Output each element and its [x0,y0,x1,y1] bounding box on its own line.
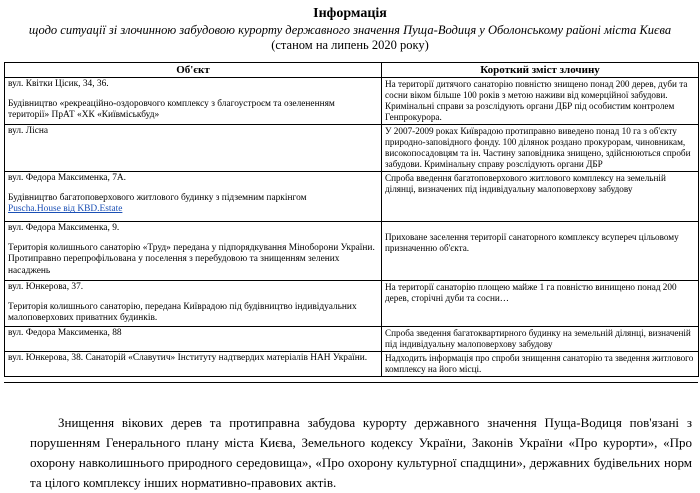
object-cell [5,125,382,172]
table-row [5,125,699,172]
object-cell [5,281,382,327]
summary-cell: У 2007-2009 роках Київрадою протиправно виведено понад 10 га з об'єкту природно-заповідного фонду. 100 ділянок роздано прокурорам, чиновникам, високопосадовцям та ін. Частину заповідника знищено, здійснюються спроби забудови. Кримінальну справу розслідують органи ДБР [382,125,699,172]
object-cell [5,78,382,125]
summary-cell: Спроба введення багатоповерхового житлового комплексу на земельній ділянці, визначених під індивідуальну малоповерхову забудову [382,172,699,222]
object-cell [5,222,382,281]
object-details: Територія колишнього санаторію «Труд» передана у підпорядкування Міноборони України. Протиправно перепрофільована у поселення з перебудовою та знищенням зелених насаджень [8,243,375,276]
object-cell [5,326,382,351]
object-address: вул. Федора Максименка, 7А. [8,173,127,183]
document-header [0,5,700,53]
summary-cell [382,222,699,281]
table-row [5,222,699,281]
project-link[interactable]: Puscha.House від KBD.Estate [8,204,123,215]
object-address: вул. Юнкерова, 37. [8,282,84,292]
object-cell [5,172,382,222]
table-row [5,326,699,351]
summary-text: Приховане заселення території санаторного комплексу всупереч цільовому призначенню об'єкта. [385,232,679,253]
summary-cell: На території санаторію площею майже 1 га повністю винищено понад 200 дерев, сторічні дуби та сосни… [382,281,699,327]
column-header-summary: Короткий зміст злочину [382,63,699,78]
column-header-object: Об'єкт [5,63,382,78]
table-row [5,78,699,125]
table-header-row [5,63,699,78]
conclusion-paragraph: Знищення вікових дерев та протиправна забудова курорту державного значення Пуща-Водиця пов'язані з порушенням Генерального плану міста Києва, Земельного кодексу України, Законів України «Про курорти», «Про охорону навколишнього природного середовища», «Про охорону культурної спадщини», державних будівельних норм та цілого комплексу інших нормативно-правових актів. [30,415,692,490]
summary-cell: Спроба зведення багатоквартирного будинку на земельній ділянці, визначеній під індивідуальну малоповерхову забудову [382,326,699,351]
table-row [5,172,699,222]
table-row [5,281,699,327]
object-address: вул. Федора Максименка, 88 [8,327,122,338]
object-address: вул. Квітки Цісик, 34, 36. [8,79,109,89]
summary-cell: На території дитячого санаторію повністю знищено понад 200 дерев, дуби та сосни віком більше 100 років з метою наживи від комерційної забудови. Кримінальні справи за розслідують органи ДБР під особистим контролем Генпрокурора. [382,78,699,125]
table-row [5,351,699,376]
object-address: вул. Лісна [8,126,49,136]
object-details: Територія колишнього санаторію, передана Київрадою під будівництво індивідуальних малоповерхових приватних будинків. [8,302,357,324]
summary-cell: Надходить інформація про спроби знищення санаторію та зведення житлового комплексу на його місці. [382,351,699,376]
incident-table [4,62,699,377]
object-address: вул. Федора Максименка, 9. [8,223,120,233]
object-address: вул. Юнкерова, 38. Санаторій «Славутич» Інституту надтвердих матеріалів НАН України. [8,352,368,363]
document-subtitle: щодо ситуації зі злочинною забудовою курорту державного значення Пуща-Водиця у Оболонському районі міста Києва [28,23,672,37]
document-title: Інформація [313,6,387,21]
object-details: Будівництво «рекреаційно-оздоровчого комплексу з благоустроєм та озелененням території» ПрАТ «ХК «Київміськбуд» [8,99,335,121]
divider [4,382,698,383]
object-details: Будівництво багатоповерхового житлового будинку з підземним паркінгом [8,193,307,204]
object-cell [5,351,382,376]
document-date: (станом на липень 2020 року) [271,38,429,52]
